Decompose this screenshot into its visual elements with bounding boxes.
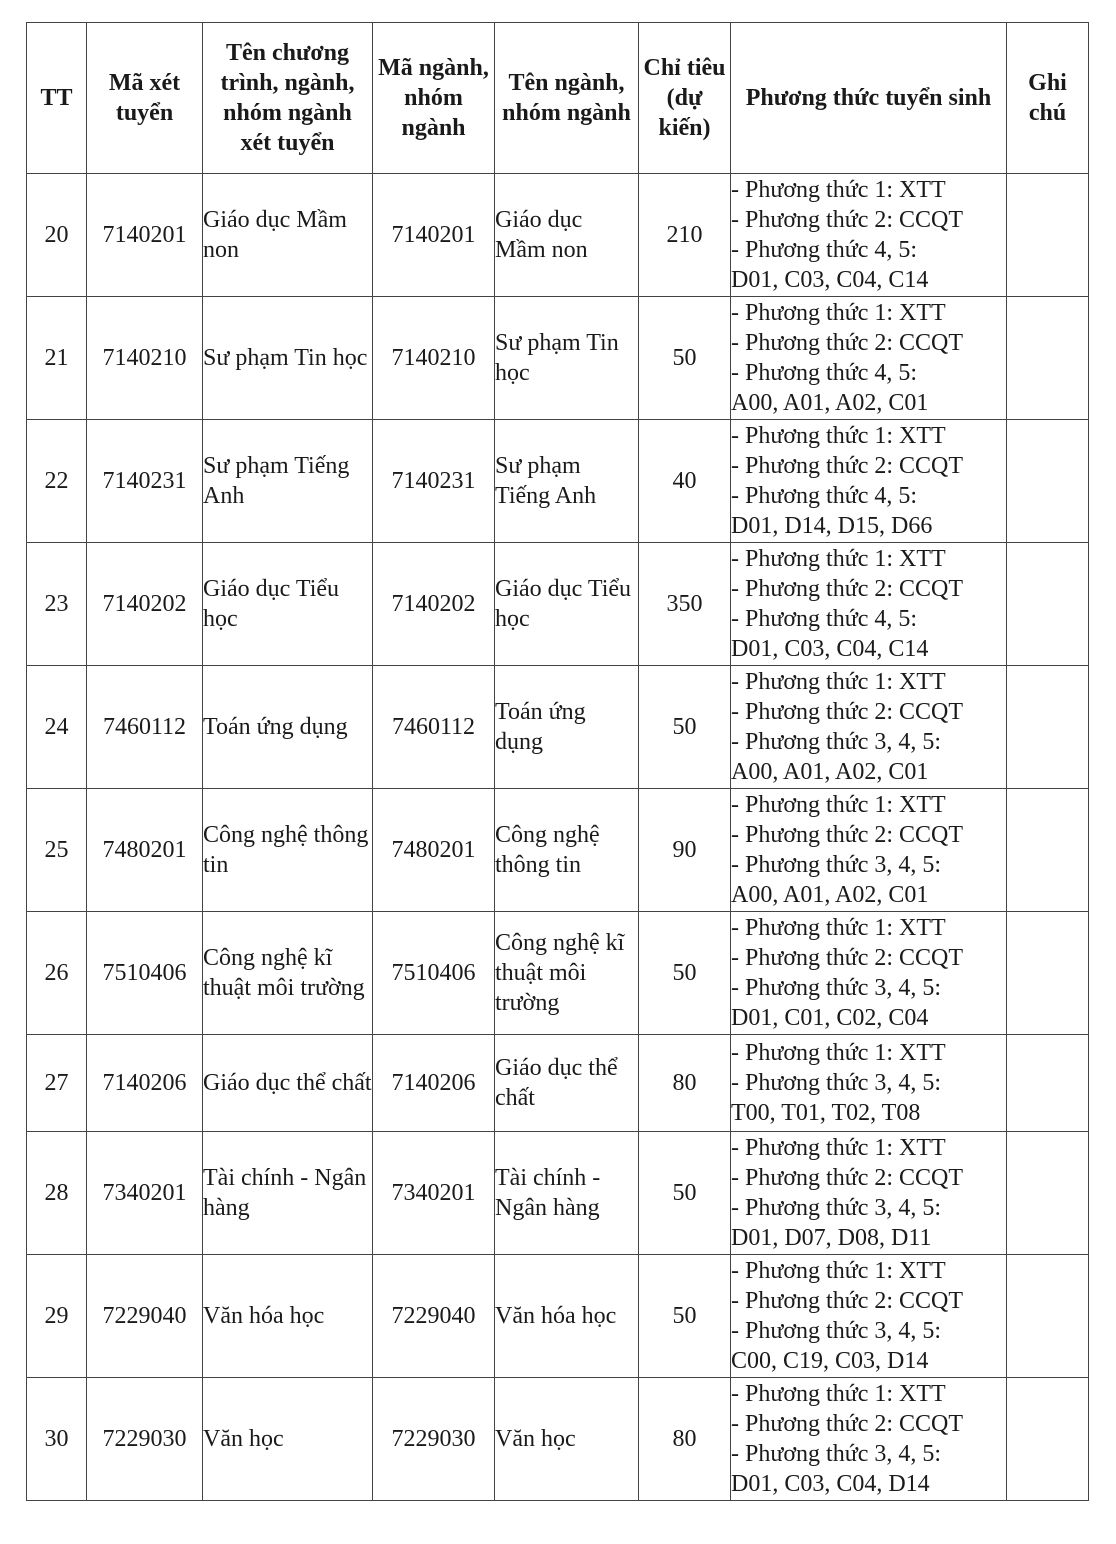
cell-ma-nganh: 7140210 <box>373 297 495 420</box>
cell-ten-nganh: Văn học <box>495 1378 639 1501</box>
table-row <box>27 174 1089 297</box>
cell-phuong-thuc <box>731 1378 1007 1501</box>
method-line: - Phương thức 2: CCQT <box>731 699 964 725</box>
method-line: - Phương thức 2: CCQT <box>731 453 964 479</box>
cell-tt: 24 <box>27 666 87 789</box>
header-ma-nganh: Mã ngành, nhóm ngành <box>373 23 495 174</box>
cell-ma-xet-tuyen: 7229040 <box>87 1255 203 1378</box>
cell-ten-nganh: Toán ứng dụng <box>495 666 639 789</box>
cell-ma-xet-tuyen: 7480201 <box>87 789 203 912</box>
cell-ten-nganh: Giáo dục Mầm non <box>495 174 639 297</box>
method-line: - Phương thức 3, 4, 5: <box>731 1318 942 1344</box>
cell-ma-xet-tuyen: 7229030 <box>87 1378 203 1501</box>
cell-ten-nganh: Văn hóa học <box>495 1255 639 1378</box>
cell-ten-nganh: Sư phạm Tin học <box>495 297 639 420</box>
cell-tt: 21 <box>27 297 87 420</box>
cell-phuong-thuc <box>731 912 1007 1035</box>
cell-tt: 22 <box>27 420 87 543</box>
cell-ma-nganh: 7140206 <box>373 1035 495 1132</box>
method-line: - Phương thức 1: XTT <box>731 1381 946 1407</box>
table-row <box>27 666 1089 789</box>
cell-tt: 20 <box>27 174 87 297</box>
cell-ma-xet-tuyen: 7460112 <box>87 666 203 789</box>
method-line: T00, T01, T02, T08 <box>731 1100 921 1126</box>
cell-ghi-chu <box>1007 1378 1089 1501</box>
cell-ma-nganh: 7229030 <box>373 1378 495 1501</box>
cell-phuong-thuc <box>731 666 1007 789</box>
cell-ten-chuong-trinh: Sư phạm Tin học <box>203 297 373 420</box>
cell-ma-nganh: 7510406 <box>373 912 495 1035</box>
cell-ghi-chu <box>1007 912 1089 1035</box>
cell-ma-nganh: 7480201 <box>373 789 495 912</box>
cell-ghi-chu <box>1007 420 1089 543</box>
method-line: - Phương thức 3, 4, 5: <box>731 1195 942 1221</box>
method-line: A00, A01, A02, C01 <box>731 759 929 785</box>
method-line: - Phương thức 1: XTT <box>731 423 946 449</box>
cell-tt: 26 <box>27 912 87 1035</box>
cell-phuong-thuc <box>731 789 1007 912</box>
method-line: - Phương thức 1: XTT <box>731 1135 946 1161</box>
cell-tt: 28 <box>27 1132 87 1255</box>
method-line: - Phương thức 1: XTT <box>731 177 946 203</box>
header-phuong-thuc: Phương thức tuyển sinh <box>731 23 1007 174</box>
method-line: - Phương thức 1: XTT <box>731 792 946 818</box>
method-line: - Phương thức 4, 5: <box>731 237 918 263</box>
cell-ten-chuong-trinh: Tài chính - Ngân hàng <box>203 1132 373 1255</box>
cell-ma-nganh: 7140231 <box>373 420 495 543</box>
method-line: - Phương thức 2: CCQT <box>731 576 964 602</box>
cell-ma-xet-tuyen: 7140231 <box>87 420 203 543</box>
table-row <box>27 543 1089 666</box>
method-line: - Phương thức 3, 4, 5: <box>731 975 942 1001</box>
table-row <box>27 1132 1089 1255</box>
cell-ma-xet-tuyen: 7510406 <box>87 912 203 1035</box>
method-line: A00, A01, A02, C01 <box>731 390 929 416</box>
header-tt: TT <box>27 23 87 174</box>
cell-ma-nganh: 7340201 <box>373 1132 495 1255</box>
cell-ten-chuong-trinh: Giáo dục Tiểu học <box>203 543 373 666</box>
cell-ma-nganh: 7140202 <box>373 543 495 666</box>
cell-phuong-thuc <box>731 1035 1007 1132</box>
method-line: D01, D14, D15, D66 <box>731 513 933 539</box>
cell-chi-tieu: 40 <box>639 420 731 543</box>
header-ghi-chu: Ghi chú <box>1007 23 1089 174</box>
cell-ma-xet-tuyen: 7140210 <box>87 297 203 420</box>
cell-phuong-thuc <box>731 420 1007 543</box>
cell-ma-nganh: 7460112 <box>373 666 495 789</box>
table-row <box>27 420 1089 543</box>
method-line: D01, C03, C04, C14 <box>731 636 929 662</box>
table-row <box>27 1255 1089 1378</box>
method-line: - Phương thức 3, 4, 5: <box>731 1070 942 1096</box>
method-line: - Phương thức 2: CCQT <box>731 945 964 971</box>
method-line: - Phương thức 4, 5: <box>731 483 918 509</box>
cell-ghi-chu <box>1007 1035 1089 1132</box>
cell-chi-tieu: 210 <box>639 174 731 297</box>
cell-chi-tieu: 80 <box>639 1035 731 1132</box>
table-row <box>27 297 1089 420</box>
method-line: - Phương thức 1: XTT <box>731 915 946 941</box>
method-line: D01, D07, D08, D11 <box>731 1225 932 1251</box>
cell-ghi-chu <box>1007 789 1089 912</box>
cell-ten-chuong-trinh: Sư phạm Tiếng Anh <box>203 420 373 543</box>
method-line: - Phương thức 1: XTT <box>731 1258 946 1284</box>
cell-ghi-chu <box>1007 543 1089 666</box>
method-line: - Phương thức 2: CCQT <box>731 330 964 356</box>
method-line: - Phương thức 2: CCQT <box>731 822 964 848</box>
cell-ten-nganh: Công nghệ thông tin <box>495 789 639 912</box>
cell-chi-tieu: 350 <box>639 543 731 666</box>
cell-tt: 25 <box>27 789 87 912</box>
cell-phuong-thuc <box>731 543 1007 666</box>
method-line: - Phương thức 3, 4, 5: <box>731 1441 942 1467</box>
header-chi-tieu: Chỉ tiêu (dự kiến) <box>639 23 731 174</box>
cell-chi-tieu: 80 <box>639 1378 731 1501</box>
cell-phuong-thuc <box>731 174 1007 297</box>
method-line: - Phương thức 2: CCQT <box>731 1411 964 1437</box>
method-line: - Phương thức 3, 4, 5: <box>731 852 942 878</box>
cell-chi-tieu: 50 <box>639 1132 731 1255</box>
cell-tt: 30 <box>27 1378 87 1501</box>
cell-phuong-thuc <box>731 1255 1007 1378</box>
method-line: - Phương thức 2: CCQT <box>731 1165 964 1191</box>
table-body <box>27 174 1089 1501</box>
method-line: - Phương thức 1: XTT <box>731 1040 946 1066</box>
method-line: D01, C03, C04, D14 <box>731 1471 930 1497</box>
cell-ten-chuong-trinh: Toán ứng dụng <box>203 666 373 789</box>
cell-ma-xet-tuyen: 7340201 <box>87 1132 203 1255</box>
cell-chi-tieu: 50 <box>639 1255 731 1378</box>
cell-chi-tieu: 50 <box>639 297 731 420</box>
cell-phuong-thuc <box>731 1132 1007 1255</box>
cell-ten-nganh: Công nghệ kĩ thuật môi trường <box>495 912 639 1035</box>
cell-ghi-chu <box>1007 1132 1089 1255</box>
cell-ten-nganh: Giáo dục Tiểu học <box>495 543 639 666</box>
cell-ten-chuong-trinh: Văn học <box>203 1378 373 1501</box>
cell-ten-nganh: Sư phạm Tiếng Anh <box>495 420 639 543</box>
cell-ma-xet-tuyen: 7140202 <box>87 543 203 666</box>
cell-ten-chuong-trinh: Công nghệ thông tin <box>203 789 373 912</box>
cell-phuong-thuc <box>731 297 1007 420</box>
cell-chi-tieu: 50 <box>639 666 731 789</box>
table-row <box>27 1035 1089 1132</box>
cell-ten-chuong-trinh: Văn hóa học <box>203 1255 373 1378</box>
method-line: - Phương thức 2: CCQT <box>731 1288 964 1314</box>
cell-tt: 29 <box>27 1255 87 1378</box>
cell-ghi-chu <box>1007 666 1089 789</box>
method-line: - Phương thức 2: CCQT <box>731 207 964 233</box>
method-line: - Phương thức 3, 4, 5: <box>731 729 942 755</box>
header-ma-xet-tuyen: Mã xét tuyển <box>87 23 203 174</box>
cell-chi-tieu: 50 <box>639 912 731 1035</box>
table-row <box>27 1378 1089 1501</box>
method-line: D01, C03, C04, C14 <box>731 267 929 293</box>
method-line: - Phương thức 1: XTT <box>731 546 946 572</box>
method-line: A00, A01, A02, C01 <box>731 882 929 908</box>
cell-chi-tieu: 90 <box>639 789 731 912</box>
table-header-row <box>27 23 1089 174</box>
table-row <box>27 789 1089 912</box>
method-line: D01, C01, C02, C04 <box>731 1005 929 1031</box>
cell-ten-chuong-trinh: Giáo dục Mầm non <box>203 174 373 297</box>
method-line: - Phương thức 4, 5: <box>731 360 918 386</box>
cell-ten-nganh: Giáo dục thể chất <box>495 1035 639 1132</box>
cell-ten-chuong-trinh: Giáo dục thể chất <box>203 1035 373 1132</box>
cell-ten-chuong-trinh: Công nghệ kĩ thuật môi trường <box>203 912 373 1035</box>
header-ten-chuong-trinh: Tên chương trình, ngành, nhóm ngành xét tuyển <box>203 23 373 174</box>
cell-ghi-chu <box>1007 1255 1089 1378</box>
cell-ten-nganh: Tài chính - Ngân hàng <box>495 1132 639 1255</box>
method-line: - Phương thức 1: XTT <box>731 669 946 695</box>
method-line: - Phương thức 1: XTT <box>731 300 946 326</box>
cell-ghi-chu <box>1007 174 1089 297</box>
cell-ma-nganh: 7140201 <box>373 174 495 297</box>
cell-tt: 23 <box>27 543 87 666</box>
cell-ghi-chu <box>1007 297 1089 420</box>
cell-ma-xet-tuyen: 7140206 <box>87 1035 203 1132</box>
table-row <box>27 912 1089 1035</box>
method-line: - Phương thức 4, 5: <box>731 606 918 632</box>
header-ten-nganh: Tên ngành, nhóm ngành <box>495 23 639 174</box>
cell-ma-xet-tuyen: 7140201 <box>87 174 203 297</box>
method-line: C00, C19, C03, D14 <box>731 1348 929 1374</box>
admission-table <box>26 22 1089 1501</box>
cell-ma-nganh: 7229040 <box>373 1255 495 1378</box>
cell-tt: 27 <box>27 1035 87 1132</box>
